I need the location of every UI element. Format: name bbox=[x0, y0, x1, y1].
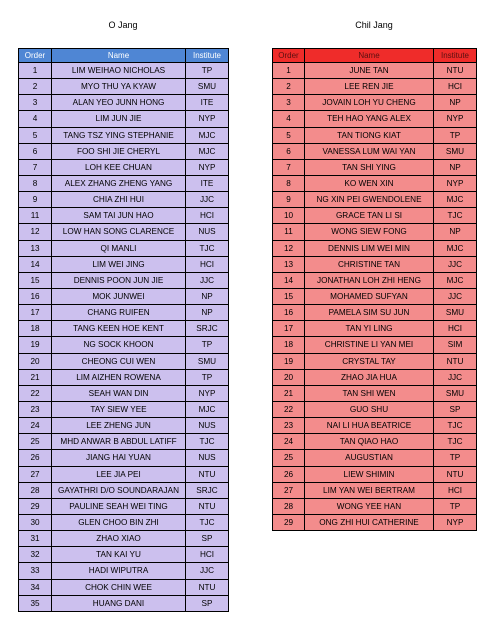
institute-cell: NTU bbox=[186, 579, 229, 595]
table-row bbox=[19, 127, 229, 143]
table-row bbox=[273, 514, 477, 530]
order-cell: 25 bbox=[273, 450, 305, 466]
name-cell: TAN SHI YING bbox=[305, 159, 434, 175]
order-cell: 10 bbox=[273, 208, 305, 224]
name-cell: LIM AIZHEN ROWENA bbox=[52, 369, 186, 385]
institute-cell: JJC bbox=[434, 369, 477, 385]
table-row bbox=[19, 531, 229, 547]
name-cell: PAULINE SEAH WEI TING bbox=[52, 498, 186, 514]
table-row bbox=[273, 434, 477, 450]
name-header: Name bbox=[52, 49, 186, 63]
order-cell: 11 bbox=[273, 224, 305, 240]
table-row bbox=[19, 272, 229, 288]
table-row bbox=[273, 208, 477, 224]
institute-cell: SRJC bbox=[186, 482, 229, 498]
institute-cell: HCI bbox=[186, 208, 229, 224]
order-cell: 32 bbox=[19, 547, 52, 563]
institute-cell: NTU bbox=[434, 353, 477, 369]
name-cell: LIM WEIHAO NICHOLAS bbox=[52, 63, 186, 79]
table-row bbox=[19, 159, 229, 175]
name-cell: LEE JIA PEI bbox=[52, 466, 186, 482]
order-cell: 30 bbox=[19, 514, 52, 530]
institute-cell: JJC bbox=[434, 288, 477, 304]
table-row bbox=[273, 63, 477, 79]
name-cell: WONG SIEW FONG bbox=[305, 224, 434, 240]
institute-cell: NUS bbox=[186, 418, 229, 434]
table-row bbox=[19, 579, 229, 595]
institute-cell: TP bbox=[186, 369, 229, 385]
header-row bbox=[273, 49, 477, 63]
table-row bbox=[19, 434, 229, 450]
table-row bbox=[273, 272, 477, 288]
table-row bbox=[273, 224, 477, 240]
o-jang-rows bbox=[19, 63, 229, 612]
order-cell: 15 bbox=[273, 288, 305, 304]
order-cell: 7 bbox=[19, 159, 52, 175]
table-row bbox=[19, 63, 229, 79]
o-jang-title: O Jang bbox=[108, 20, 138, 30]
order-header: Order bbox=[19, 49, 52, 63]
table-row bbox=[273, 385, 477, 401]
institute-cell: JJC bbox=[186, 563, 229, 579]
order-cell: 5 bbox=[273, 127, 305, 143]
order-cell: 20 bbox=[19, 353, 52, 369]
order-cell: 13 bbox=[19, 240, 52, 256]
name-cell: GAYATHRI D/O SOUNDARAJAN bbox=[52, 482, 186, 498]
institute-cell: SMU bbox=[434, 143, 477, 159]
institute-cell: TP bbox=[434, 127, 477, 143]
institute-cell: HCI bbox=[434, 482, 477, 498]
name-cell: GRACE TAN LI SI bbox=[305, 208, 434, 224]
name-cell: MOK JUNWEI bbox=[52, 288, 186, 304]
institute-cell: ITE bbox=[186, 175, 229, 191]
institute-cell: NTU bbox=[186, 466, 229, 482]
table-row bbox=[273, 240, 477, 256]
table-row bbox=[273, 321, 477, 337]
order-cell: 12 bbox=[19, 224, 52, 240]
institute-cell: NTU bbox=[186, 498, 229, 514]
institute-cell: TJC bbox=[186, 240, 229, 256]
institute-cell: SMU bbox=[434, 305, 477, 321]
name-cell: TAN YI LING bbox=[305, 321, 434, 337]
name-cell: MHD ANWAR B ABDUL LATIFF bbox=[52, 434, 186, 450]
order-cell: 28 bbox=[273, 498, 305, 514]
institute-cell: JJC bbox=[434, 256, 477, 272]
order-cell: 3 bbox=[273, 95, 305, 111]
order-cell: 6 bbox=[19, 143, 52, 159]
name-cell: GUO SHU bbox=[305, 401, 434, 417]
institute-cell: MJC bbox=[186, 401, 229, 417]
institute-cell: TP bbox=[434, 498, 477, 514]
institute-cell: SMU bbox=[186, 353, 229, 369]
name-header: Name bbox=[305, 49, 434, 63]
name-cell: MOHAMED SUFYAN bbox=[305, 288, 434, 304]
institute-cell: NP bbox=[186, 305, 229, 321]
order-cell: 21 bbox=[19, 369, 52, 385]
table-row bbox=[273, 450, 477, 466]
name-cell: LIM YAN WEI BERTRAM bbox=[305, 482, 434, 498]
order-cell: 17 bbox=[273, 321, 305, 337]
name-cell: CHEONG CUI WEN bbox=[52, 353, 186, 369]
institute-cell: MJC bbox=[186, 143, 229, 159]
order-cell: 14 bbox=[19, 256, 52, 272]
name-cell: ONG ZHI HUI CATHERINE bbox=[305, 514, 434, 530]
table-row bbox=[273, 111, 477, 127]
name-cell: HADI WIPUTRA bbox=[52, 563, 186, 579]
name-cell: LIM JUN JIE bbox=[52, 111, 186, 127]
order-cell: 9 bbox=[19, 192, 52, 208]
institute-cell: HCI bbox=[186, 547, 229, 563]
name-cell: TAN TIONG KIAT bbox=[305, 127, 434, 143]
institute-cell: JJC bbox=[186, 272, 229, 288]
table-row bbox=[19, 192, 229, 208]
institute-cell: SIM bbox=[434, 337, 477, 353]
name-cell: CHANG RUIFEN bbox=[52, 305, 186, 321]
name-cell: WONG YEE HAN bbox=[305, 498, 434, 514]
table-row bbox=[19, 418, 229, 434]
order-cell: 24 bbox=[19, 418, 52, 434]
name-cell: JOVAIN LOH YU CHENG bbox=[305, 95, 434, 111]
institute-cell: TP bbox=[186, 63, 229, 79]
name-cell: CHIA ZHI HUI bbox=[52, 192, 186, 208]
order-cell: 7 bbox=[273, 159, 305, 175]
order-cell: 18 bbox=[19, 321, 52, 337]
table-row bbox=[19, 175, 229, 191]
order-cell: 13 bbox=[273, 256, 305, 272]
name-cell: DENNIS POON JUN JIE bbox=[52, 272, 186, 288]
institute-cell: SMU bbox=[434, 385, 477, 401]
name-cell: TANG KEEN HOE KENT bbox=[52, 321, 186, 337]
table-row bbox=[19, 369, 229, 385]
o-jang-table bbox=[18, 48, 229, 612]
institute-cell: MJC bbox=[434, 240, 477, 256]
name-cell: CHOK CHIN WEE bbox=[52, 579, 186, 595]
table-row bbox=[273, 79, 477, 95]
name-cell: LIM WEI JING bbox=[52, 256, 186, 272]
order-cell: 14 bbox=[273, 272, 305, 288]
table-row bbox=[19, 498, 229, 514]
name-cell: KO WEN XIN bbox=[305, 175, 434, 191]
institute-cell: MJC bbox=[434, 192, 477, 208]
name-cell: HUANG DANI bbox=[52, 595, 186, 611]
table-row bbox=[273, 482, 477, 498]
table-row bbox=[273, 159, 477, 175]
name-cell: JUNE TAN bbox=[305, 63, 434, 79]
name-cell: ZHAO JIA HUA bbox=[305, 369, 434, 385]
order-cell: 31 bbox=[19, 531, 52, 547]
table-row bbox=[273, 418, 477, 434]
table-row bbox=[273, 466, 477, 482]
institute-cell: HCI bbox=[434, 79, 477, 95]
order-cell: 18 bbox=[273, 337, 305, 353]
table-row bbox=[19, 450, 229, 466]
institute-cell: NP bbox=[186, 288, 229, 304]
table-row bbox=[273, 401, 477, 417]
institute-cell: HCI bbox=[186, 256, 229, 272]
institute-cell: SP bbox=[186, 531, 229, 547]
name-cell: ALAN YEO JUNN HONG bbox=[52, 95, 186, 111]
institute-cell: SP bbox=[434, 401, 477, 417]
name-cell: TEH HAO YANG ALEX bbox=[305, 111, 434, 127]
table-row bbox=[19, 595, 229, 611]
name-cell: GLEN CHOO BIN ZHI bbox=[52, 514, 186, 530]
order-cell: 19 bbox=[273, 353, 305, 369]
institute-cell: SP bbox=[186, 595, 229, 611]
order-cell: 2 bbox=[19, 79, 52, 95]
order-cell: 28 bbox=[19, 482, 52, 498]
name-cell: SEAH WAN DIN bbox=[52, 385, 186, 401]
table-row bbox=[19, 563, 229, 579]
order-cell: 19 bbox=[19, 337, 52, 353]
order-cell: 8 bbox=[273, 175, 305, 191]
table-row bbox=[273, 143, 477, 159]
name-cell: LEE REN JIE bbox=[305, 79, 434, 95]
institute-cell: MJC bbox=[186, 127, 229, 143]
table-row bbox=[19, 111, 229, 127]
institute-cell: TP bbox=[434, 450, 477, 466]
institute-header: Institute bbox=[186, 49, 229, 63]
table-row bbox=[273, 127, 477, 143]
name-cell: LOW HAN SONG CLARENCE bbox=[52, 224, 186, 240]
name-cell: JIANG HAI YUAN bbox=[52, 450, 186, 466]
order-cell: 20 bbox=[273, 369, 305, 385]
table-row bbox=[273, 369, 477, 385]
order-cell: 9 bbox=[273, 192, 305, 208]
order-cell: 23 bbox=[273, 418, 305, 434]
order-cell: 29 bbox=[273, 514, 305, 530]
table-row bbox=[19, 256, 229, 272]
institute-cell: NTU bbox=[434, 466, 477, 482]
name-cell: AUGUSTIAN bbox=[305, 450, 434, 466]
table-row bbox=[273, 192, 477, 208]
institute-cell: TJC bbox=[186, 434, 229, 450]
order-cell: 11 bbox=[19, 208, 52, 224]
table-row bbox=[19, 337, 229, 353]
name-cell: LEE ZHENG JUN bbox=[52, 418, 186, 434]
table-row bbox=[273, 353, 477, 369]
name-cell: SAM TAI JUN HAO bbox=[52, 208, 186, 224]
order-cell: 1 bbox=[273, 63, 305, 79]
table-row bbox=[19, 240, 229, 256]
table-row bbox=[273, 305, 477, 321]
table-row bbox=[273, 256, 477, 272]
order-cell: 3 bbox=[19, 95, 52, 111]
chil-jang-table bbox=[272, 48, 477, 531]
table-row bbox=[19, 208, 229, 224]
institute-cell: TJC bbox=[434, 208, 477, 224]
order-cell: 33 bbox=[19, 563, 52, 579]
institute-cell: NTU bbox=[434, 63, 477, 79]
table-row bbox=[19, 514, 229, 530]
table-row bbox=[19, 482, 229, 498]
table-row bbox=[19, 224, 229, 240]
order-cell: 16 bbox=[19, 288, 52, 304]
table-row bbox=[273, 498, 477, 514]
name-cell: ZHAO XIAO bbox=[52, 531, 186, 547]
name-cell: NG SOCK KHOON bbox=[52, 337, 186, 353]
order-cell: 2 bbox=[273, 79, 305, 95]
chil-jang-rows bbox=[273, 63, 477, 531]
order-cell: 25 bbox=[19, 434, 52, 450]
table-row bbox=[19, 95, 229, 111]
institute-cell: NYP bbox=[434, 111, 477, 127]
table-row bbox=[19, 547, 229, 563]
table-row bbox=[273, 288, 477, 304]
name-cell: TANG TSZ YING STEPHANIE bbox=[52, 127, 186, 143]
name-cell: LIEW SHIMIN bbox=[305, 466, 434, 482]
order-cell: 21 bbox=[273, 385, 305, 401]
table-row bbox=[19, 321, 229, 337]
order-cell: 27 bbox=[273, 482, 305, 498]
institute-header: Institute bbox=[434, 49, 477, 63]
table-row bbox=[19, 401, 229, 417]
institute-cell: NYP bbox=[186, 159, 229, 175]
name-cell: VANESSA LUM WAI YAN bbox=[305, 143, 434, 159]
name-cell: CHRISTINE TAN bbox=[305, 256, 434, 272]
name-cell: NAI LI HUA BEATRICE bbox=[305, 418, 434, 434]
table-row bbox=[19, 143, 229, 159]
order-cell: 29 bbox=[19, 498, 52, 514]
order-cell: 4 bbox=[19, 111, 52, 127]
order-cell: 6 bbox=[273, 143, 305, 159]
order-cell: 26 bbox=[273, 466, 305, 482]
name-cell: DENNIS LIM WEI MIN bbox=[305, 240, 434, 256]
order-cell: 22 bbox=[19, 385, 52, 401]
institute-cell: NYP bbox=[434, 175, 477, 191]
order-cell: 26 bbox=[19, 450, 52, 466]
order-header: Order bbox=[273, 49, 305, 63]
name-cell: FOO SHI JIE CHERYL bbox=[52, 143, 186, 159]
institute-cell: TJC bbox=[434, 418, 477, 434]
name-cell: MYO THU YA KYAW bbox=[52, 79, 186, 95]
chil-jang-title: Chil Jang bbox=[355, 20, 393, 30]
institute-cell: MJC bbox=[434, 272, 477, 288]
order-cell: 27 bbox=[19, 466, 52, 482]
order-cell: 1 bbox=[19, 63, 52, 79]
name-cell: QI MANLI bbox=[52, 240, 186, 256]
name-cell: TAN KAI YU bbox=[52, 547, 186, 563]
table-row bbox=[19, 353, 229, 369]
order-cell: 5 bbox=[19, 127, 52, 143]
order-cell: 4 bbox=[273, 111, 305, 127]
institute-cell: ITE bbox=[186, 95, 229, 111]
institute-cell: NYP bbox=[186, 111, 229, 127]
table-row bbox=[19, 385, 229, 401]
name-cell: NG XIN PEI GWENDOLENE bbox=[305, 192, 434, 208]
institute-cell: NYP bbox=[186, 385, 229, 401]
table-row bbox=[273, 337, 477, 353]
institute-cell: TJC bbox=[434, 434, 477, 450]
name-cell: LOH KEE CHUAN bbox=[52, 159, 186, 175]
order-cell: 24 bbox=[273, 434, 305, 450]
institute-cell: JJC bbox=[186, 192, 229, 208]
institute-cell: SRJC bbox=[186, 321, 229, 337]
name-cell: JONATHAN LOH ZHI HENG bbox=[305, 272, 434, 288]
institute-cell: NP bbox=[434, 95, 477, 111]
table-row bbox=[19, 466, 229, 482]
table-row bbox=[19, 288, 229, 304]
order-cell: 34 bbox=[19, 579, 52, 595]
name-cell: CHRISTINE LI YAN MEI bbox=[305, 337, 434, 353]
order-cell: 23 bbox=[19, 401, 52, 417]
name-cell: TAN QIAO HAO bbox=[305, 434, 434, 450]
institute-cell: HCI bbox=[434, 321, 477, 337]
order-cell: 17 bbox=[19, 305, 52, 321]
order-cell: 15 bbox=[19, 272, 52, 288]
table-row bbox=[273, 95, 477, 111]
header-row bbox=[19, 49, 229, 63]
order-cell: 12 bbox=[273, 240, 305, 256]
name-cell: CRYSTAL TAY bbox=[305, 353, 434, 369]
order-cell: 8 bbox=[19, 175, 52, 191]
institute-cell: NP bbox=[434, 224, 477, 240]
name-cell: ALEX ZHANG ZHENG YANG bbox=[52, 175, 186, 191]
institute-cell: TJC bbox=[186, 514, 229, 530]
name-cell: PAMELA SIM SU JUN bbox=[305, 305, 434, 321]
institute-cell: NUS bbox=[186, 450, 229, 466]
name-cell: TAY SIEW YEE bbox=[52, 401, 186, 417]
institute-cell: NUS bbox=[186, 224, 229, 240]
institute-cell: NP bbox=[434, 159, 477, 175]
order-cell: 16 bbox=[273, 305, 305, 321]
institute-cell: NYP bbox=[434, 514, 477, 530]
table-row bbox=[19, 305, 229, 321]
institute-cell: SMU bbox=[186, 79, 229, 95]
name-cell: TAN SHI WEN bbox=[305, 385, 434, 401]
table-row bbox=[19, 79, 229, 95]
table-row bbox=[273, 175, 477, 191]
order-cell: 35 bbox=[19, 595, 52, 611]
institute-cell: TP bbox=[186, 337, 229, 353]
order-cell: 22 bbox=[273, 401, 305, 417]
